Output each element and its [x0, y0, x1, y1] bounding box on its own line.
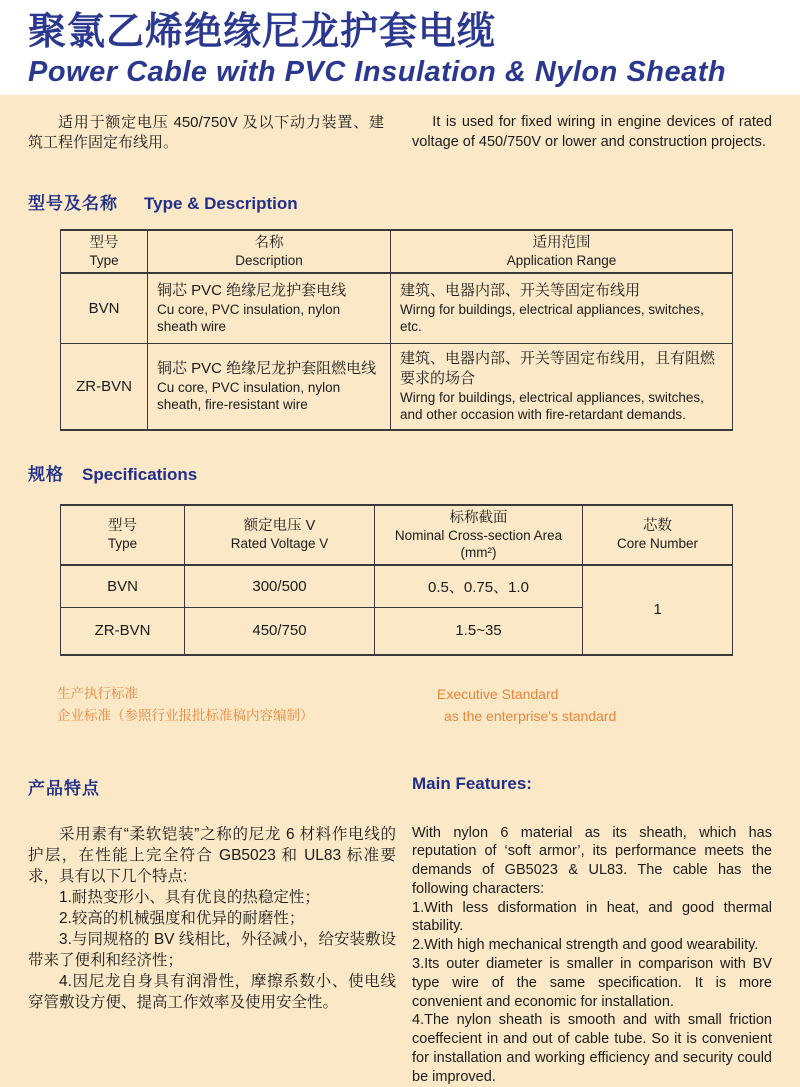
spec-header-type: [61, 505, 185, 565]
header-type-zh: 型号: [89, 235, 119, 251]
specifications-heading: [28, 460, 800, 485]
features-heading-row: [28, 774, 772, 799]
standard-zh-line1: 生产执行标准: [57, 685, 138, 701]
specifications-heading-zh: 规格: [28, 464, 64, 484]
intro-text-en: It is used for fixed wiring in engine devices of rated voltage of 450/750V or lower and construction projects.: [412, 114, 772, 150]
feature-item: 2.With high mechanical strength and good wearability.: [412, 937, 759, 954]
intro-text-zh: 适用于额定电压 450/750V 及以下动力装置、建筑工程作固定布线用。: [28, 114, 384, 151]
cell-application-range: [391, 273, 733, 343]
feature-item: 4.因尼龙自身具有润滑性，摩擦系数小、使电线穿管敷设方便、提高工作效率及使用安全性。: [28, 972, 396, 1011]
spec-header-rated-voltage-en: Rated Voltage V: [230, 536, 329, 551]
description-en: Cu core, PVC insulation, nylon sheath wire: [157, 301, 341, 335]
features-zh-intro: 采用素有“柔软铠装”之称的尼龙 6 材料作电线的护层，在性能上完全符合 GB5023 和 UL83 标准要求，具有以下几个特点:: [28, 825, 396, 885]
executive-standard-en: [437, 683, 616, 727]
cell-voltage: 300/500: [185, 565, 375, 608]
feature-item: 3.与同规格的 BV 线相比，外径减小，给安装敷设带来了便利和经济性；: [28, 930, 396, 969]
header-description-en: Description: [235, 253, 303, 268]
page-header: [0, 0, 800, 95]
table-row-zr-bvn: [61, 343, 733, 430]
cell-type: ZR-BVN: [61, 608, 185, 655]
table-row-bvn: [61, 273, 733, 343]
spec-header-rated-voltage-zh: 额定电压 V: [243, 518, 316, 534]
type-table-header-application-range: [391, 230, 733, 273]
page-title-zh: 聚氯乙烯绝缘尼龙护套电缆: [28, 11, 497, 53]
features-body-row: [28, 824, 772, 1087]
application-range-en: Wirng for buildings, electrical appliances, switches, etc.: [400, 301, 704, 335]
standard-zh-line2: 企业标准（参照行业报批标准稿内容编制）: [57, 707, 314, 723]
header-application-range-en: Application Range: [506, 253, 617, 268]
feature-item: 1.耐热变形小、具有优良的热稳定性；: [59, 888, 320, 906]
type-description-heading: [28, 189, 800, 214]
features-heading-zh: 产品特点: [28, 778, 100, 798]
spec-header-rated-voltage: [185, 505, 375, 565]
application-range-zh: 建筑、电器内部、开关等固定布线用，且有阻燃要求的场合: [400, 349, 716, 387]
cell-application-range: [391, 343, 733, 430]
cell-type: BVN: [61, 273, 148, 343]
cell-voltage: 450/750: [185, 608, 375, 655]
spec-header-core-number-zh: 芯数: [643, 518, 672, 534]
page-title-en: Power Cable with PVC Insulation & Nylon Sheath: [28, 56, 727, 88]
spec-header-cross-section-zh: 标称截面: [449, 509, 508, 526]
cell-description: [148, 273, 391, 343]
description-zh: 铜芯 PVC 绝缘尼龙护套电线: [157, 281, 347, 299]
cell-area: 1.5~35: [375, 608, 583, 655]
specifications-table: [60, 504, 733, 656]
header-application-range-zh: 适用范围: [532, 235, 591, 251]
header-description-zh: 名称: [254, 235, 284, 251]
spec-header-cross-section: [375, 505, 583, 565]
spec-header-core-number-en: Core Number: [616, 536, 699, 551]
standard-en-line1: Executive Standard: [437, 685, 559, 702]
intro-section: [0, 95, 800, 152]
cell-type: ZR-BVN: [61, 343, 148, 430]
header-type-en: Type: [89, 253, 119, 268]
spec-header-cross-section-en: Nominal Cross-section Area (mm²): [394, 527, 563, 560]
features-text-zh: [28, 824, 396, 1087]
cell-description: [148, 343, 391, 430]
cell-type: BVN: [61, 565, 185, 608]
standard-en-line2: as the enterprise's standard: [444, 707, 617, 724]
application-range-zh: 建筑、电器内部、开关等固定布线用: [400, 281, 641, 299]
feature-item: 4.The nylon sheath is smooth and with small friction coeffecient in and out of cable tube. So it is convenient for installation and working efficiency and security could be improved.: [412, 1012, 772, 1085]
cell-core-number: 1: [583, 565, 733, 655]
cell-area: 0.5、0.75、1.0: [375, 565, 583, 608]
spec-header-type-en: Type: [107, 536, 138, 551]
features-en-intro: With nylon 6 material as its sheath, which has reputation of ‘soft armor’, its performance meets the demands of GB5023 & UL83. The cable has the following characters:: [412, 824, 772, 897]
type-table-header-description: [148, 230, 391, 273]
executive-standard-zh: [57, 683, 387, 727]
type-description-heading-en: Type & Description: [144, 194, 298, 213]
type-description-table: [60, 229, 733, 431]
spec-header-type-zh: 型号: [108, 518, 137, 534]
type-table-header-type: [61, 230, 148, 273]
executive-standard-section: [0, 683, 800, 727]
type-description-heading-zh: 型号及名称: [28, 194, 118, 213]
description-en: Cu core, PVC insulation, nylon sheath, fire-resistant wire: [157, 379, 341, 412]
spec-header-core-number: [583, 505, 733, 565]
description-zh: 铜芯 PVC 绝缘尼龙护套阻燃电线: [157, 359, 377, 377]
application-range-en: Wirng for buildings, electrical appliances, switches, and other occasion with fire-retardant demands.: [400, 389, 704, 422]
spec-row-bvn: [61, 565, 733, 608]
feature-item: 1.With less disformation in heat, and good thermal stability.: [412, 899, 772, 935]
features-heading-en: Main Features:: [412, 773, 532, 793]
features-text-en: [412, 824, 772, 1087]
specifications-heading-en: Specifications: [82, 464, 198, 484]
type-table-header-row: [61, 230, 733, 273]
spec-table-header-row: [61, 505, 733, 565]
feature-item: 3.Its outer diameter is smaller in comparison with BV type wire of the same specification. It is more convenient and economic for installation.: [412, 956, 772, 1010]
feature-item: 2.较高的机械强度和优异的耐磨性；: [59, 909, 305, 927]
